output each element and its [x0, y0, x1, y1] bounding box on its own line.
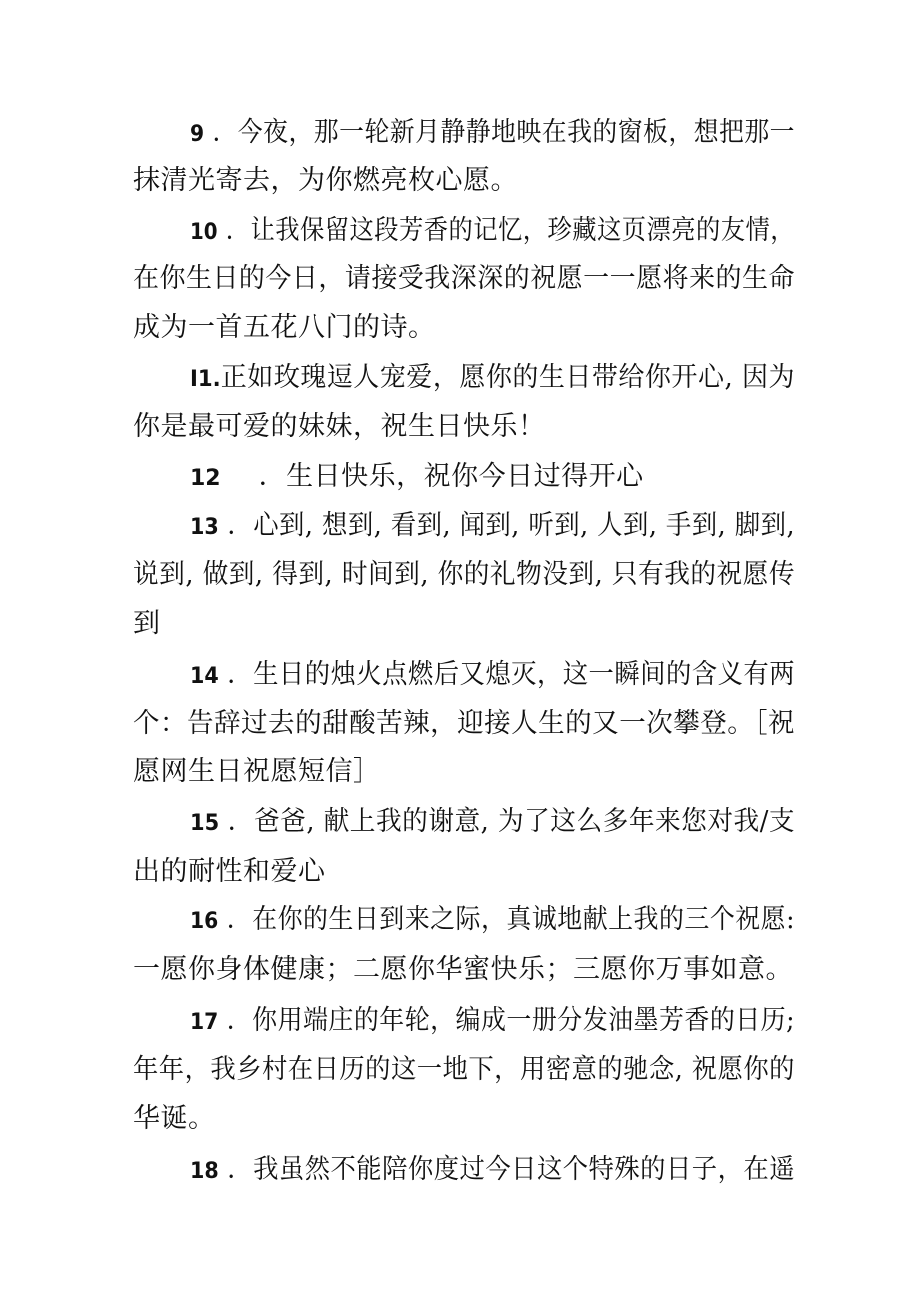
item-13-line-3 — [133, 609, 161, 639]
item-text: 华诞。 — [133, 1103, 216, 1134]
item-number: 17 — [190, 1010, 219, 1035]
item-9-line-1 — [190, 118, 795, 150]
item-number: 12 — [190, 466, 221, 491]
item-18-line-1 — [190, 1155, 795, 1187]
item-11-line-2 — [133, 412, 546, 442]
item-text: 成为一首五花八门的诗。 — [133, 312, 436, 343]
item-text: ．生日的烛火点燃后又熄灭，这一瞬间的含义有两 — [227, 659, 796, 690]
item-17-line-3 — [133, 1104, 216, 1134]
item-text: 抹清光寄去，为你燃亮枚心愿。 — [133, 165, 518, 196]
item-17-line-1 — [190, 1006, 795, 1038]
item-15-line-2 — [133, 857, 326, 887]
item-number: 18 — [190, 1159, 219, 1184]
item-number: 14 — [190, 664, 219, 689]
item-16-line-2 — [133, 955, 793, 985]
item-text: ．心到, 想到, 看到, 闻到, 听到, 人到, 手到, 脚到, — [227, 510, 795, 541]
item-number: 13 — [190, 515, 219, 540]
item-text: 出的耐性和爱心 — [133, 856, 326, 887]
item-16-line-1 — [190, 905, 795, 937]
item-number: 10 — [190, 220, 218, 245]
item-text: ．让我保留这段芳香的记忆，珍藏这页漂亮的友情， — [225, 215, 795, 246]
item-13-line-1 — [190, 511, 795, 543]
item-text: ．生日快乐，祝你今日过得开心 — [258, 461, 644, 492]
item-14-line-1 — [190, 660, 795, 692]
item-number: 15 — [190, 811, 220, 836]
item-text: 一愿你身体健康；二愿你华蜜快乐；三愿你万事如意。 — [133, 954, 793, 985]
item-text: ．今夜，那一轮新月静静地映在我的窗板，想把那一 — [212, 117, 796, 148]
item-text: 愿网生日祝愿短信］ — [133, 756, 381, 787]
item-15-line-1 — [190, 807, 795, 839]
item-number: 16 — [190, 909, 219, 934]
item-text: 年年，我乡村在日历的这一地下，用密意的驰念, 祝愿你的 — [133, 1054, 795, 1085]
item-number: 9 — [190, 122, 205, 147]
item-number: I1. — [190, 367, 221, 392]
item-text: 正如玫瑰逗人宠爱，愿你的生日带给你开心, 因为 — [220, 362, 796, 393]
item-text: 说到, 做到, 得到, 时间到, 你的礼物没到, 只有我的祝愿传 — [133, 559, 796, 590]
item-text: ．我虽然不能陪你度过今日这个特殊的日子，在遥 — [227, 1154, 796, 1185]
item-10-line-2 — [133, 264, 795, 294]
item-9-line-2 — [133, 166, 518, 196]
item-text: 个：告辞过去的甜酸苦辣，迎接人生的又一次攀登。［祝 — [133, 708, 796, 739]
item-text: 你是最可爱的妹妹，祝生日快乐！ — [133, 411, 546, 442]
item-text: ．在你的生日到来之际，真诚地献上我的三个祝愿: — [226, 904, 795, 935]
item-text: ．爸爸, 献上我的谢意, 为了这么多年来您对我/支 — [227, 806, 796, 837]
item-13-line-2 — [133, 560, 795, 590]
item-text: 到 — [133, 608, 161, 639]
item-17-line-2 — [133, 1055, 795, 1085]
item-text: ．你用端庄的年轮，编成一册分发油墨芳香的日历; — [226, 1005, 795, 1036]
item-14-line-2 — [133, 709, 795, 739]
item-text: 在你生日的今日，请接受我深深的祝愿一一愿将来的生命 — [133, 263, 795, 294]
item-12-line-1 — [190, 462, 644, 494]
item-14-line-3 — [133, 757, 381, 787]
item-10-line-1 — [190, 216, 795, 248]
item-11-line-1 — [190, 363, 795, 395]
item-10-line-3 — [133, 313, 436, 343]
